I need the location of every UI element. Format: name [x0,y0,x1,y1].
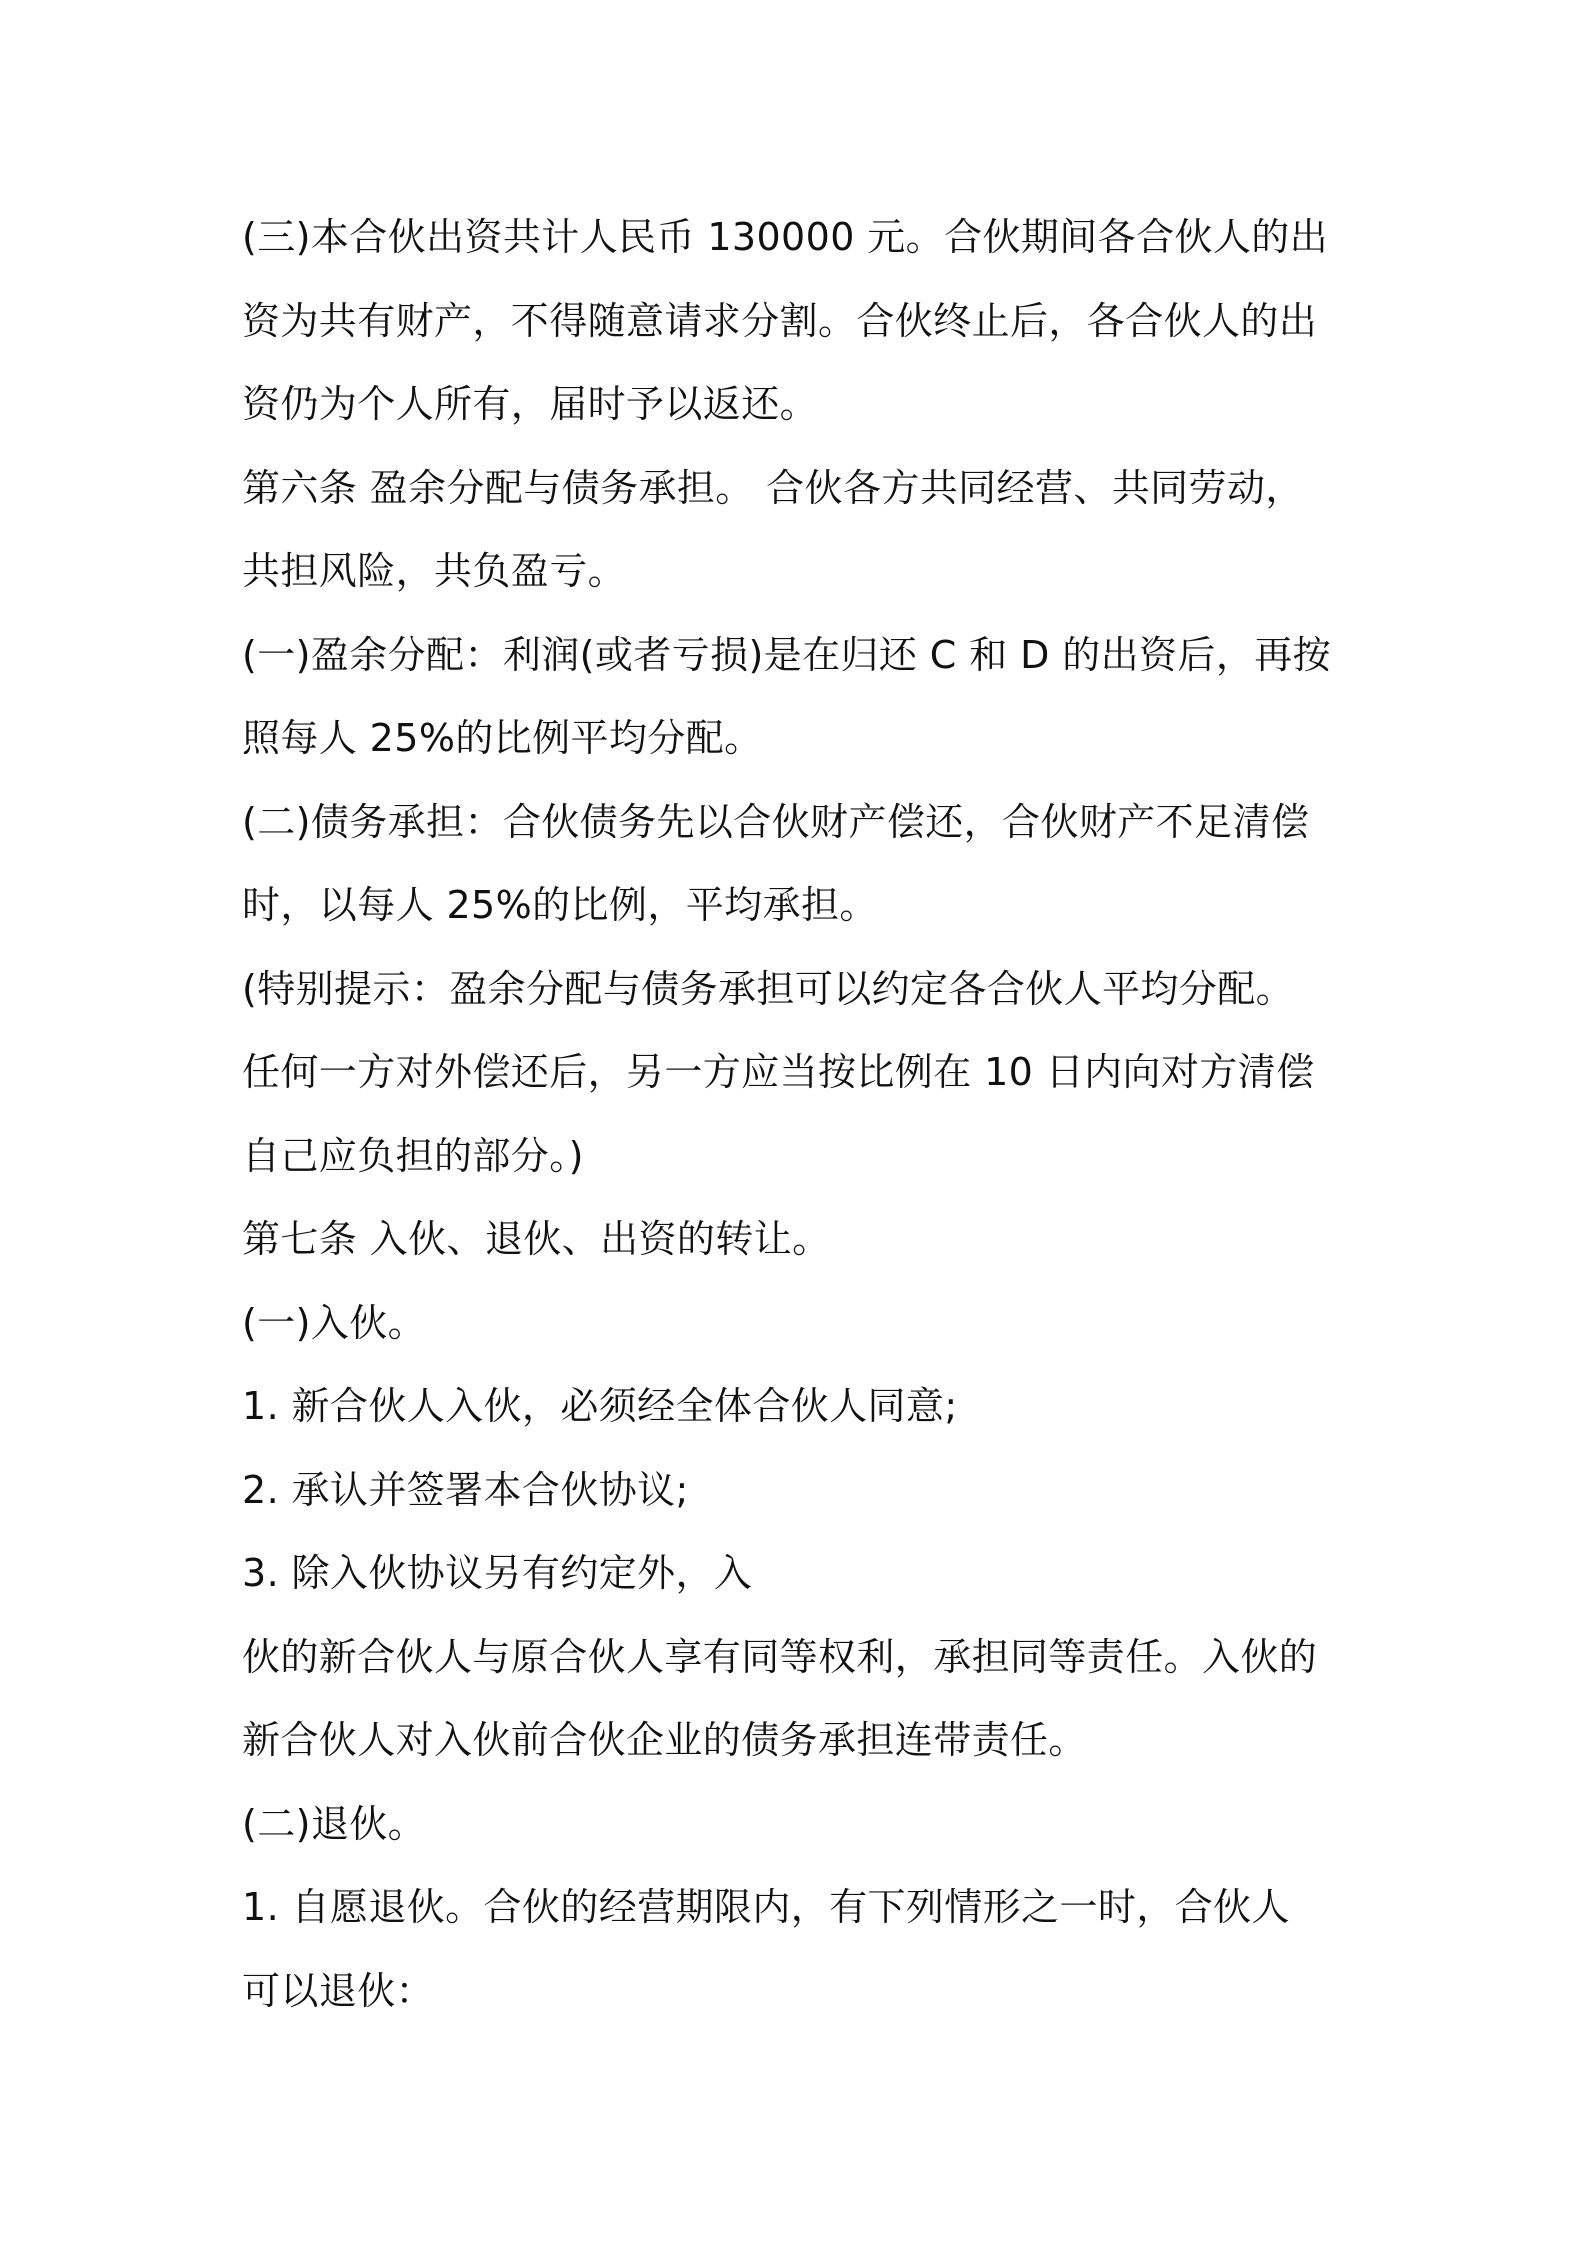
article-seven-heading: 第七条 入伙、退伙、出资的转让。 [242,1217,831,1261]
text-line-5: 共担风险，共负盈亏。 [242,549,627,593]
section-admission-heading: (一)入伙。 [242,1300,427,1345]
text-line-18: 伙的新合伙人与原合伙人享有同等权利，承担同等责任。入伙的 [242,1634,1318,1679]
list-item-3: 3. 除入伙协议另有约定外，入 [242,1551,753,1595]
text-line-1: (三)本合伙出资共计人民币 130000 元。合伙期间各合伙人的出 [242,215,1329,259]
text-line-19: 新合伙人对入伙前合伙企业的债务承担连带责任。 [242,1718,1087,1762]
list-item-2: 2. 承认并签署本合伙协议; [242,1467,689,1512]
article-six-heading: 第六条 盈余分配与债务承担。 合伙各方共同经营、共同劳动， [242,465,1304,510]
special-note-line-2: 任何一方对外偿还后，另一方应当按比例在 10 日内向对方清偿 [242,1050,1315,1094]
list-item-voluntary-withdrawal: 1. 自愿退伙。合伙的经营期限内，有下列情形之一时，合伙人 [242,1885,1290,1929]
text-line-2: 资为共有财产，不得随意请求分割。合伙终止后，各合伙人的出 [242,298,1318,343]
section-withdrawal-heading: (二)退伙。 [242,1801,427,1846]
special-note-line-3: 自己应负担的部分。) [242,1133,584,1178]
text-line-9: 时，以每人 25%的比例，平均承担。 [242,883,878,927]
special-note-line-1: (特别提示：盈余分配与债务承担可以约定各合伙人平均分配。 [242,966,1295,1011]
text-line-6: (一)盈余分配：利润(或者亏损)是在归还 C 和 D 的出资后，再按 [242,632,1332,677]
text-line-3: 资仍为个人所有，届时予以返还。 [242,382,819,426]
text-line-7: 照每人 25%的比例平均分配。 [242,716,763,760]
list-item-1: 1. 新合伙人入伙，必须经全体合伙人同意; [242,1384,958,1428]
text-line-22: 可以退伙： [242,1968,435,2013]
text-line-8: (二)债务承担：合伙债务先以合伙财产偿还，合伙财产不足清偿 [242,799,1310,844]
document-body [242,196,1362,2033]
